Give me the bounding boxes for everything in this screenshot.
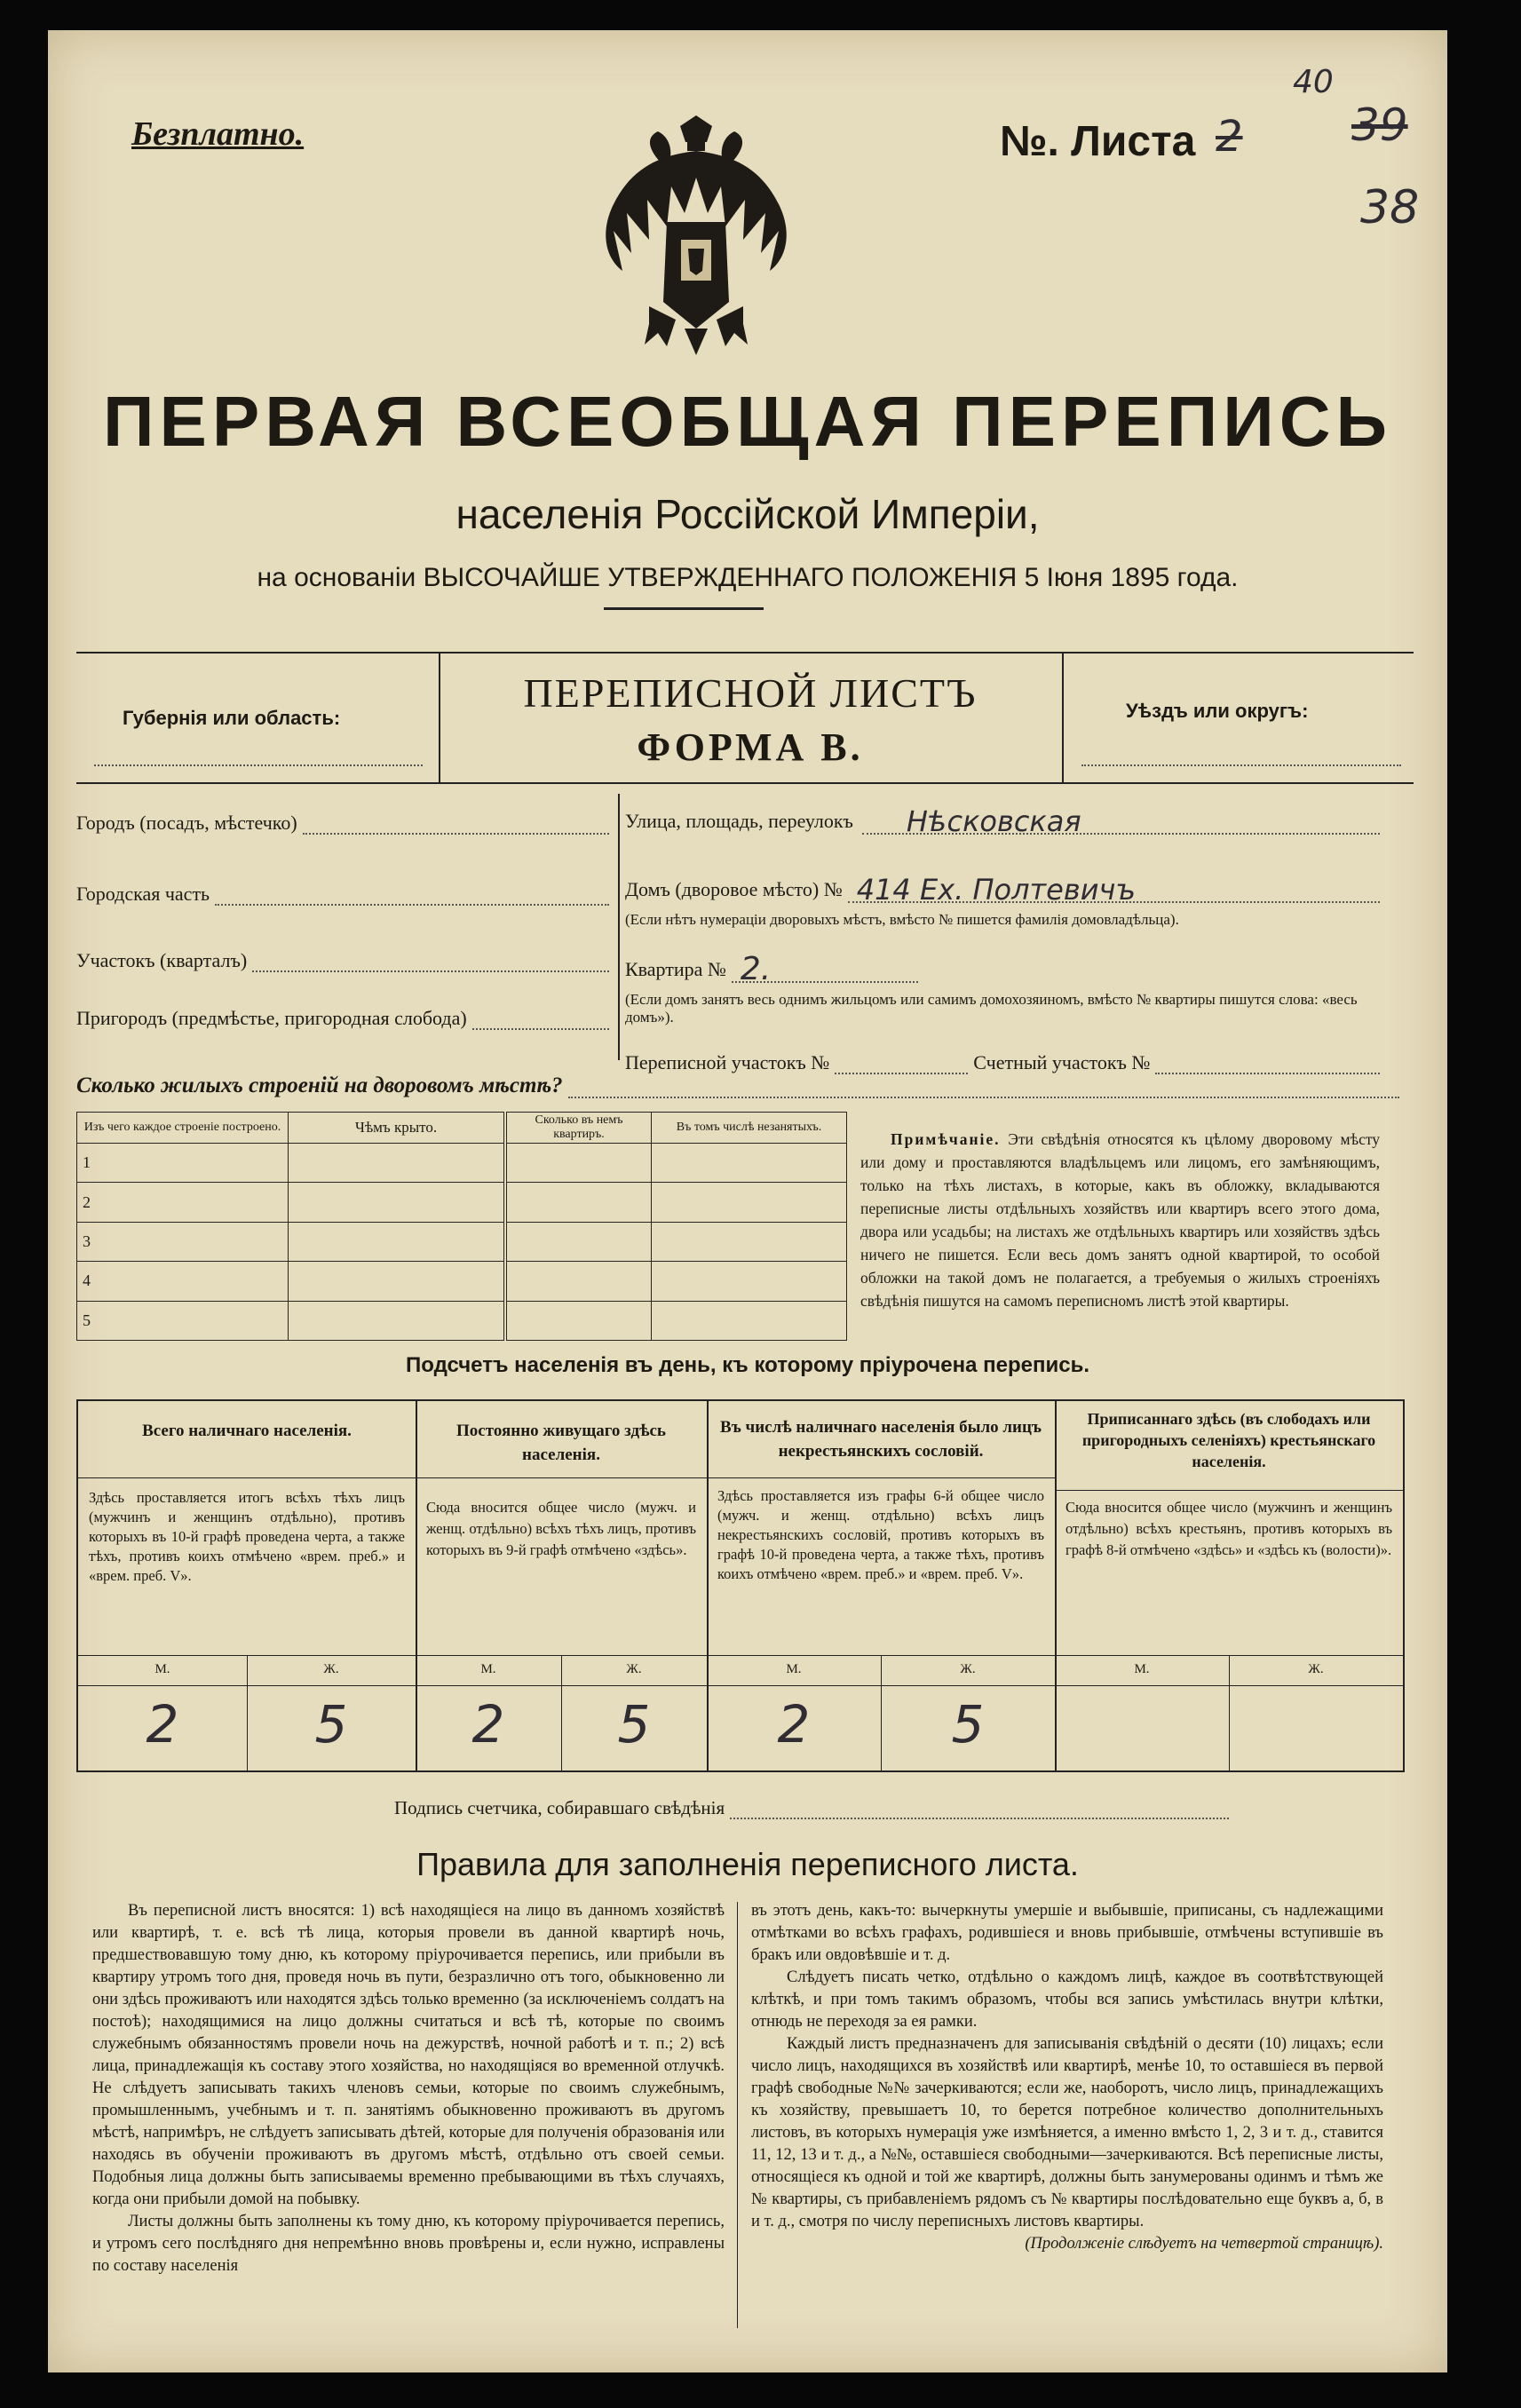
count-title: Подсчетъ населенія въ день, къ которому пріурочена перепись. xyxy=(406,1353,1089,1377)
note-block xyxy=(860,1128,1380,1312)
suburb-label xyxy=(76,1007,609,1030)
precinct-label-text: Участокъ (кварталъ) xyxy=(76,949,248,971)
house-label: Домъ (дворовое мѣсто) № xyxy=(625,878,843,900)
count-peasant-f-label: Ж. xyxy=(1308,1662,1324,1676)
note-text: Эти свѣдѣнія относятся къ цѣлому дворовому мѣсту или дому и проставляются владѣльцемъ или лицомъ, его замѣняющимъ, только на тѣхъ листахъ, в которые, какъ въ обложку, вкладываются переписные листы отдѣльныхъ хозяйствъ или квартиръ всего этого дома, двора или усадьбы; на листахъ же отдѣльныхъ квартиръ или хозяйствъ здѣсь ничего не пишется. Если весь домъ занятъ одной квартирой, то особой обложки на такой домъ не полагается, а требуемыя о жилыхъ строеніяхъ свѣдѣнія пишутся на самомъ переписномъ листѣ этой квартиры. xyxy=(860,1130,1381,1310)
province-field xyxy=(76,653,440,782)
sheet-title: ПЕРЕПИСНОЙ ЛИСТЪ xyxy=(523,670,978,716)
buildings-answer-line xyxy=(568,1073,1399,1098)
signature-line xyxy=(730,1797,1229,1819)
counting-district-label: Счетный участокъ № xyxy=(973,1051,1151,1073)
row-number: 2 xyxy=(77,1183,289,1222)
buildings-question-row xyxy=(76,1073,1399,1098)
sheet-number-value: 2 xyxy=(1216,112,1243,162)
census-subtitle: населенія Россійской Имперіи, xyxy=(456,491,1040,537)
city-label xyxy=(76,812,609,835)
district-label: Уѣздъ или округъ: xyxy=(1126,700,1309,722)
sheet-number-label: №. Листа xyxy=(1000,118,1196,165)
count-col-total-head: Всего наличнаго населенія. xyxy=(142,1422,352,1440)
apartment-label: Квартира № xyxy=(625,958,726,980)
divider xyxy=(416,1477,707,1478)
table-row xyxy=(77,1183,847,1222)
buildings-header-apartments: Сколько въ немъ квартиръ. xyxy=(505,1113,652,1144)
rules-left-para-2: Листы должны быть заполнены къ тому дню, къ которому пріурочивается перепись, и утромъ сего послѣдняго дня непремѣнно вновь провѣрены и, если нужно, исправлены по составу населенія xyxy=(92,2213,725,2275)
form-box xyxy=(76,652,1414,784)
census-district-label: Переписной участокъ № xyxy=(625,1051,830,1073)
province-line xyxy=(94,764,423,766)
double-headed-eagle-icon xyxy=(596,115,796,355)
form-name: ФОРМА В. xyxy=(637,725,864,769)
apartment-note: (Если домъ занятъ весь однимъ жильцомъ или самимъ домохозяиномъ, вмѣсто № квартиры пишутся слова: «весь домъ»). xyxy=(625,991,1358,1026)
rules-right-para-3: Каждый листъ предназначенъ для записыванія свѣдѣній о десяти (10) лицахъ; если число лицъ, находящихся въ хозяйствѣ или квартирѣ, менѣе 10, то оставшіеся въ первой графѣ свободные №№ зачеркиваются; если же, наоборотъ, число лицъ, принадлежащихъ къ хозяйству, превышаетъ 10, то берется потребное количество дополнительныхъ листовъ, въ которыхъ нумерація уже измѣняется, а именно вмѣсто 1, 2, 3 и т. д., ставится 11, 12, 13 и т. д., а №№, оставшіеся свободными—зачеркиваются. Всѣ переписные листы, относящіеся къ одной и той же квартирѣ, должны быть занумерованы одинмъ и тѣмъ же № квартиры, съ прибавленіемъ рядомъ съ № квартиры послѣдовательно еще буквъ а, б, в и т. д., смотря по числу переписныхъ листовъ квартиры. xyxy=(751,2035,1383,2230)
table-row xyxy=(77,1301,847,1340)
census-basis: на основаніи ВЫСОЧАЙШЕ УТВЕРЖДЕННАГО ПОЛОЖЕНІЯ 5 Іюня 1895 года. xyxy=(257,563,1239,592)
district-line xyxy=(1081,764,1401,766)
census-district-line xyxy=(835,1051,968,1074)
buildings-header-vacant: Въ томъ числѣ незанятыхъ. xyxy=(652,1113,847,1144)
count-col-nonpeasant xyxy=(707,1401,1057,1770)
house-row xyxy=(625,873,1380,907)
count-permanent-m-label: М. xyxy=(480,1662,496,1676)
rules-right-column xyxy=(751,1900,1383,2255)
house-note: (Если нѣтъ нумераціи дворовыхъ мѣстъ, вмѣсто № пишется фамилія домовладѣльца). xyxy=(625,911,1179,928)
district-numbers-row xyxy=(625,1051,1380,1074)
divider xyxy=(604,607,764,610)
street-label: Улица, площадь, переулокъ xyxy=(625,810,853,832)
count-col-peasant xyxy=(1055,1401,1403,1770)
rules-column-divider xyxy=(737,1902,738,2328)
apartment-value: 2. xyxy=(732,958,918,983)
margin-note-1: 40 xyxy=(1293,64,1334,100)
count-col-total xyxy=(78,1401,417,1770)
district-field xyxy=(1062,653,1415,782)
city-part-label xyxy=(76,883,609,906)
buildings-table xyxy=(76,1112,847,1341)
count-permanent-f-label: Ж. xyxy=(626,1662,642,1676)
suburb-line xyxy=(472,1007,609,1030)
signature-label: Подпись счетчика, собиравшаго свѣдѣнія xyxy=(394,1797,725,1818)
count-total-f-label: Ж. xyxy=(323,1662,339,1676)
counting-district-line xyxy=(1155,1051,1380,1074)
rules-left-column xyxy=(92,1900,725,2277)
count-col-permanent-desc: Сюда вносится общее число (мужч. и женщ. отдѣльно) всѣхъ тѣхъ лицъ, противъ которыхъ въ 9-й графѣ отмѣчено «здѣсь». xyxy=(426,1499,696,1558)
margin-note-3: 38 xyxy=(1360,181,1420,234)
count-col-nonpeasant-head: Въ числѣ наличнаго населенія было лицъ некрестьянскихъ сословій. xyxy=(720,1418,1042,1461)
row-number: 3 xyxy=(77,1222,289,1261)
row-number: 5 xyxy=(77,1301,289,1340)
count-col-total-desc: Здѣсь проставляется итогъ всѣхъ тѣхъ лицъ (мужчинъ и женщинъ отдѣльно), противъ которыхъ въ 10-й графѣ проведена черта, а также тѣхъ, противъ коихъ отмѣчено «врем. преб.» и «врем. преб. V». xyxy=(89,1489,405,1584)
rules-right-para-1: въ этотъ день, какъ-то: вычеркнуты умершіе и выбывшіе, приписаны, съ надлежащими отмѣтками во всѣхъ графахъ, родившіеся и вновь прибывшіе, отмѣчены вступившіе въ бракъ или овдовѣвшіе и т. д. xyxy=(751,1902,1383,1964)
divider xyxy=(1055,1685,1403,1686)
city-line xyxy=(303,812,609,835)
buildings-header-material: Изъ чего каждое строеніе построено. xyxy=(77,1113,289,1144)
apartment-row xyxy=(625,951,1380,987)
signature-row xyxy=(394,1797,1229,1819)
count-total-f: 5 xyxy=(314,1694,348,1755)
house-value: 414 Ех. Полтевичъ xyxy=(848,878,1380,903)
address-left xyxy=(76,794,620,1060)
census-sheet xyxy=(48,30,1447,2372)
divider xyxy=(78,1477,416,1478)
divider xyxy=(707,1477,1055,1478)
rules-right-para-2: Слѣдуетъ писать четко, отдѣльно о каждомъ лицѣ, каждое въ соотвѣтствующей клѣткѣ, и при томъ такимъ образомъ, чтобы вся запись умѣстилась внутри клѣтки, отнюдь не переходя за ея рамки. xyxy=(751,1968,1383,2031)
address-right xyxy=(625,794,1415,1096)
street-row xyxy=(625,804,1380,838)
buildings-header-roof: Чѣмъ крыто. xyxy=(289,1113,506,1144)
count-nonpeasant-m: 2 xyxy=(777,1694,811,1755)
table-row xyxy=(77,1262,847,1301)
rules-right-continued: (Продолженіе слѣдуетъ на четвертой страницѣ). xyxy=(1025,2235,1383,2253)
city-part-line xyxy=(215,883,609,906)
count-col-permanent xyxy=(416,1401,709,1770)
count-nonpeasant-m-label: М. xyxy=(786,1662,802,1676)
divider xyxy=(707,1685,1055,1686)
census-title: ПЕРВАЯ ВСЕОБЩАЯ ПЕРЕПИСЬ xyxy=(103,382,1392,461)
divider xyxy=(78,1685,416,1686)
margin-note-2: 39 xyxy=(1351,99,1408,151)
count-nonpeasant-f: 5 xyxy=(951,1694,985,1755)
count-table xyxy=(76,1399,1405,1772)
free-label: Безплатно. xyxy=(131,115,305,153)
count-col-nonpeasant-desc: Здѣсь проставляется изъ графы 6-й общее число (мужч. и женщ. отдѣльно) всѣхъ лицъ некрестьянскихъ сословій, противъ которыхъ въ графѣ 10-й проведена черта, а также тѣхъ, противъ коихъ отмѣчено «врем. преб.» и «врем. преб. V». xyxy=(717,1487,1044,1582)
count-total-m-label: М. xyxy=(154,1662,170,1676)
precinct-label xyxy=(76,949,609,972)
row-number: 4 xyxy=(77,1262,289,1301)
suburb-label-text: Пригородъ (предмѣстье, пригородная слобода) xyxy=(76,1007,467,1029)
precinct-line xyxy=(252,949,609,972)
divider xyxy=(416,1685,707,1686)
count-col-peasant-head: Приписаннаго здѣсь (въ слободахъ или пригородныхъ селеніяхъ) крестьянскаго населенія. xyxy=(1081,1410,1376,1470)
row-number: 1 xyxy=(77,1144,289,1183)
city-label-text: Городъ (посадъ, мѣстечко) xyxy=(76,812,297,834)
divider xyxy=(1055,1490,1403,1491)
province-label: Губернія или область: xyxy=(123,707,341,729)
count-col-peasant-desc: Сюда вносится общее число (мужчинъ и женщинъ отдѣльно) всѣхъ крестьянъ, противъ которыхъ въ графѣ 8-й отмѣчено «здѣсь» и «здѣсь къ (волости)». xyxy=(1065,1499,1392,1558)
count-peasant-m-label: М. xyxy=(1134,1662,1150,1676)
count-permanent-f: 5 xyxy=(617,1694,651,1755)
note-label: Примѣчаніе. xyxy=(891,1130,1001,1148)
city-part-label-text: Городская часть xyxy=(76,883,210,905)
table-row xyxy=(77,1144,847,1183)
count-nonpeasant-f-label: Ж. xyxy=(960,1662,976,1676)
rules-left-para-1: Въ переписной листъ вносятся: 1) всѣ находящіеся на лицо въ данномъ хозяйствѣ или квартирѣ, т. е. всѣ тѣ лица, которыя провели въ данной квартирѣ ночь, предшествовавшую тому дню, къ которому пріурочивается перепись, или прибыли въ квартиру утромъ того дня, проведя ночь въ пути, безразлично отъ того, обыкновенно ли они здѣсь проживаютъ или находятся здѣсь только временно (за исключеніемъ солдатъ на постоѣ); находящимися на лицо должны считаться и всѣ тѣ, которые по своимъ служебнымъ обязанностямъ провели ночь на дежурствѣ, ночной работѣ и т. п.; 2) всѣ лица, принадлежащія къ составу этого хозяйства, но находящіяся во временной отлучкѣ. Не слѣдуетъ записывать такихъ членовъ семьи, которые по своимъ служебнымъ, промышленнымъ, учебнымъ и т. п. занятіямъ обыкновенно проживаютъ въ другомъ мѣстѣ, напримѣръ, не слѣдуетъ записывать дѣтей, которые для полученія образованія или находясь въ обученіи проживаютъ въ другомъ мѣстѣ, отдѣльно отъ своей семьи. Подобныя лица должны быть записываемы временно пребывающими въ тѣхъ случаяхъ, когда они прибыли домой на побывку. xyxy=(92,1902,725,2208)
buildings-question: Сколько жилыхъ строеній на дворовомъ мѣстѣ? xyxy=(76,1073,563,1097)
count-total-m: 2 xyxy=(146,1694,179,1755)
count-col-permanent-head: Постоянно живущаго здѣсь населенія. xyxy=(456,1422,666,1464)
count-permanent-m: 2 xyxy=(471,1694,505,1755)
rules-title: Правила для заполненія переписного листа. xyxy=(416,1846,1079,1882)
street-value: Нѣсковская xyxy=(862,810,1380,835)
table-row xyxy=(77,1222,847,1261)
